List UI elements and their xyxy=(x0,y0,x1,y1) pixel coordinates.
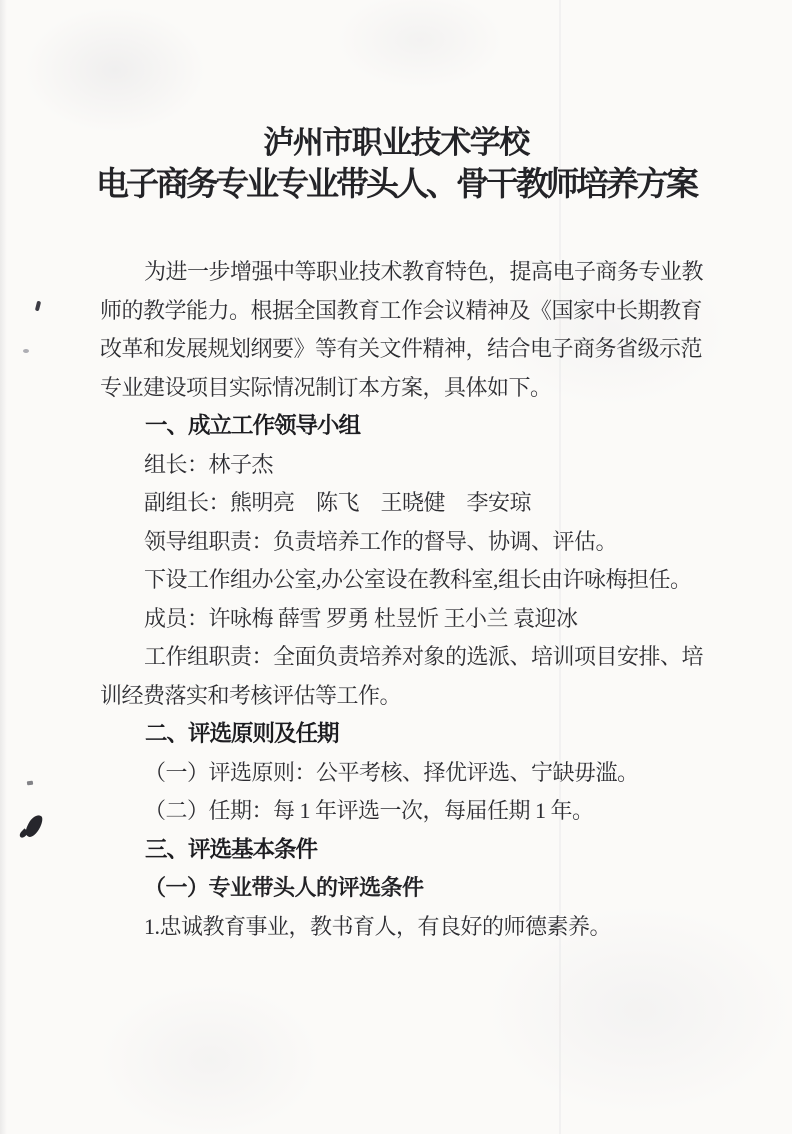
text-line: 三、评选基本条件 xyxy=(145,836,318,862)
text-line: 一、成立工作领导小组 xyxy=(145,413,361,438)
text-line: 二、评选原则及任期 xyxy=(145,721,339,746)
text-line: （二）任期：每 1 年评选一次，每届任期 1 年。 xyxy=(144,798,594,823)
title-line-2: 电子商务专业专业带头人、骨干教师培养方案 xyxy=(96,165,696,202)
document-body xyxy=(100,253,716,946)
ink-mark-speck xyxy=(27,781,33,786)
text-line: 工作组职责：全面负责培养对象的选派、培训项目安排、培 xyxy=(144,644,704,669)
text-line: 下设工作组办公室,办公室设在教科室,组长由许咏梅担任。 xyxy=(144,567,692,592)
text-line: 师的教学能力。根据全国教育工作会议精神及《国家中长期教育 xyxy=(100,297,703,323)
ink-mark-apostrophe xyxy=(35,301,41,312)
text-line: 训经费落实和考核评估等工作。 xyxy=(100,682,402,708)
text-line: 领导组职责：负责培养工作的督导、协调、评估。 xyxy=(144,528,618,554)
text-line: 专业建设项目实际情况制订本方案，具体如下。 xyxy=(100,374,552,400)
ink-mark-comma-blob xyxy=(23,813,44,840)
title-line-1: 泸州市职业技术学校 xyxy=(263,125,529,160)
text-line: 1.忠诚教育事业，教书育人，有良好的师德素养。 xyxy=(144,913,612,939)
ink-mark-dot xyxy=(23,349,29,353)
text-line: 组长：林子杰 xyxy=(144,451,274,477)
text-line: 副组长：熊明亮 陈飞 王晓健 李安琼 xyxy=(144,490,532,515)
text-line: 改革和发展规划纲要》等有关文件精神，结合电子商务省级示范 xyxy=(100,336,703,361)
document-title xyxy=(0,122,792,204)
text-line: （一）评选原则：公平考核、择优评选、宁缺毋滥。 xyxy=(144,759,639,785)
text-line: 成员：许咏梅 薛雪 罗勇 杜昱忻 王小兰 袁迎冰 xyxy=(144,605,578,631)
text-line: （一）专业带头人的评选条件 xyxy=(144,875,424,900)
text-line: 为进一步增强中等职业技术教育特色，提高电子商务专业教 xyxy=(144,259,704,284)
